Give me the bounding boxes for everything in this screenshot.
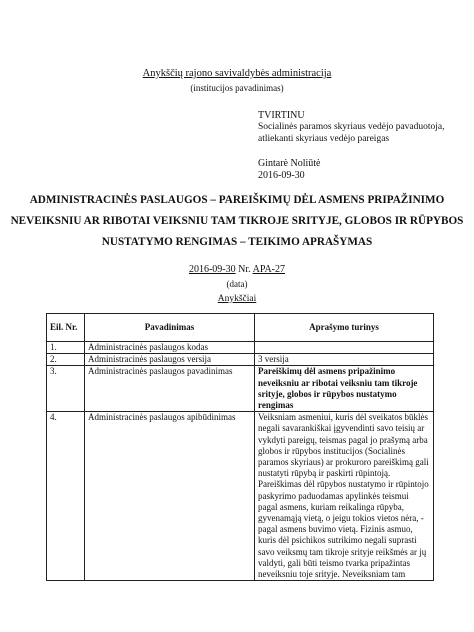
document-place: Anykščiai [217,294,257,304]
table-row [47,366,434,412]
title-line-3: NUSTATYMO RENGIMAS – TEIKIMO APRAŠYMAS [101,236,373,248]
approval-position-line-1: Socialinės paramos skyriaus vedėjo pavaduotoja, [258,122,445,132]
row-number: 4. [47,412,85,581]
row-content: Veiksniam asmeniui, kuris dėl sveikatos būklės negali savarankiškai įgyvendinti savo teisių ar vykdyti pareigų, teismas pagal jo prašymą arba globos ir rūpybos institucijos (Socialinės paramos skyriaus) ar prokuroro pareiškimą gali nustatyti rūpybą ir paskirti rūpintoją. Pareiškimas dėl rūpybos nustatymo ir rūpintojo paskyrimo paduodamas apylinkės teismui pagal asmens, kuriam reikalinga rūpyba, gyvenamąją vietą, o jeigu tokios vietos nėra, - pagal asmens buvimo vietą. Fizinis asmuo, kuris dėl psichikos sutrikimo negali suprasti savo veiksmų tam tikroje srityje reikšmės ar jų valdyti, gali būti teismo tvarka pripažintas neveiksniu toje srityje. Neveiksniam tam [255,412,434,581]
row-name: Administracinės paslaugos versija [85,354,255,366]
service-description-table [46,313,434,581]
document-date-line [0,264,474,275]
approval-heading: TVIRTINU [258,110,305,121]
row-name: Administracinės paslaugos kodas [85,342,255,354]
table-row [47,354,434,366]
table-row [47,342,434,354]
document-date: 2016-09-30 [188,264,236,275]
row-name: Administracinės paslaugos pavadinimas [85,366,255,412]
organization-name: Anykščių rajono savivaldybės administracija [142,68,332,79]
document-number: APA-27 [252,264,286,275]
title-line-1: ADMINISTRACINĖS PASLAUGOS – PAREIŠKIMŲ DĖL ASMENS PRIPAŽINIMO [29,194,445,206]
row-content [255,342,434,354]
organization-note: (institucijos pavadinimas) [190,83,284,93]
row-number: 2. [47,354,85,366]
document-title [0,190,474,253]
approval-signatory-name: Gintarė Noliūtė [258,158,321,169]
row-number: 3. [47,366,85,412]
row-content: Pareiškimų dėl asmens pripažinimo neveiksniu ar ribotai veiksniu tam tikroje srityje, globos ir rūpybos nustatymo rengimas [255,366,434,412]
row-name: Administracinės paslaugos apibūdinimas [85,412,255,581]
row-number: 1. [47,342,85,354]
date-note: (data) [226,279,248,289]
column-header-content: Aprašymo turinys [255,314,434,342]
table-header-row [47,314,434,342]
title-line-2: NEVEIKSNIU AR RIBOTAI VEIKSNIU TAM TIKROJE SRITYJE, GLOBOS IR RŪPYBOS [10,215,464,227]
row-content: 3 versija [255,354,434,366]
approval-date: 2016-09-30 [258,170,305,181]
document-number-label: Nr. [238,264,251,275]
approval-position-line-2: atliekanti skyriaus vedėjo pareigas [258,134,390,144]
column-header-number: Eil. Nr. [47,314,85,342]
column-header-name: Pavadinimas [85,314,255,342]
table-row [47,412,434,581]
